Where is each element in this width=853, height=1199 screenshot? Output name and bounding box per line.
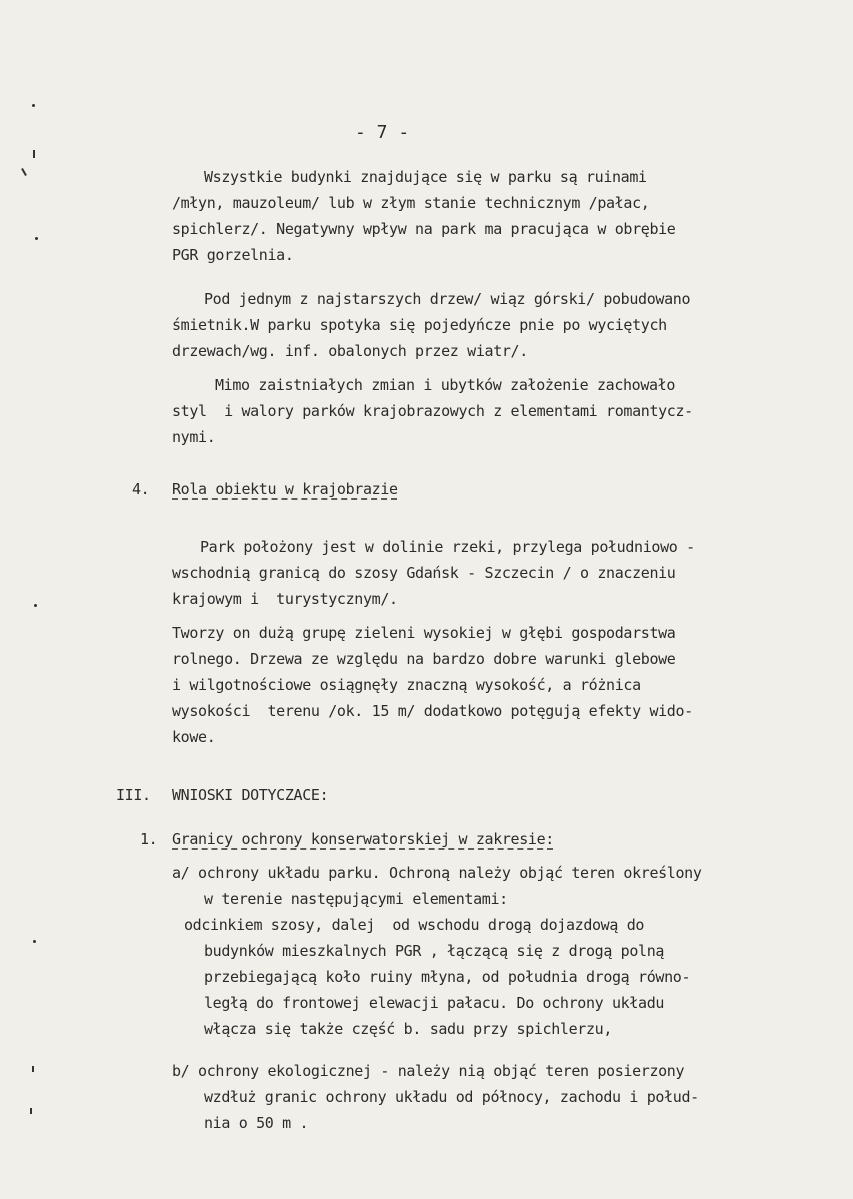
text-line: drzewach/wg. inf. obalonych przez wiatr/.	[172, 342, 528, 360]
section-heading: Rola obiektu w krajobrazie	[172, 480, 398, 498]
text-line: wysokości terenu /ok. 15 m/ dodatkowo potęgują efekty wido-	[172, 702, 693, 720]
text-line: w terenie następującymi elementami:	[204, 890, 508, 908]
section-number: III.	[116, 786, 151, 804]
text-line: nia o 50 m .	[204, 1114, 309, 1132]
text-line: nymi.	[172, 428, 216, 446]
text-line: budynków mieszkalnych PGR , łączącą się z drogą polną	[204, 942, 665, 960]
text-line: styl i walory parków krajobrazowych z elementami romantycz-	[172, 402, 693, 420]
margin-mark	[30, 1108, 32, 1114]
margin-mark	[34, 604, 37, 607]
margin-mark	[33, 940, 36, 943]
text-line: Wszystkie budynki znajdujące się w parku są ruinami	[204, 168, 647, 186]
subsection-number: 1.	[140, 830, 158, 848]
margin-mark	[33, 150, 35, 158]
text-line: włącza się także część b. sadu przy spichlerzu,	[204, 1020, 612, 1038]
text-line: wschodnią granicą do szosy Gdańsk - Szczecin / o znaczeniu	[172, 564, 676, 582]
margin-mark	[32, 104, 35, 107]
text-line: ległą do frontowej elewacji pałacu. Do ochrony układu	[204, 994, 665, 1012]
text-line: Mimo zaistniałych zmian i ubytków założenie zachowało	[215, 376, 676, 394]
margin-mark	[35, 237, 38, 240]
text-line: Pod jednym z najstarszych drzew/ wiąz górski/ pobudowano	[204, 290, 691, 308]
text-line: Tworzy on dużą grupę zieleni wysokiej w głębi gospodarstwa	[172, 624, 676, 642]
text-line: przebiegającą koło ruiny młyna, od południa drogą równo-	[204, 968, 691, 986]
text-line: i wilgotnościowe osiągnęły znaczną wysokość, a różnica	[172, 676, 641, 694]
text-line: PGR gorzelnia.	[172, 246, 294, 264]
text-line: /młyn, mauzoleum/ lub w złym stanie technicznym /pałac,	[172, 194, 650, 212]
text-line: spichlerz/. Negatywny wpływ na park ma pracująca w obrębie	[172, 220, 676, 238]
text-line: b/ ochrony ekologicznej - należy nią objąć teren posierzony	[172, 1062, 685, 1080]
text-line: Park położony jest w dolinie rzeki, przylega południowo -	[200, 538, 695, 556]
text-line: a/ ochrony układu parku. Ochroną należy objąć teren określony	[172, 864, 702, 882]
page-number: - 7 -	[355, 122, 410, 143]
text-line: wzdłuż granic ochrony układu od północy, zachodu i połud-	[204, 1088, 699, 1106]
subsection-heading: Granicy ochrony konserwatorskiej w zakresie:	[172, 830, 554, 848]
section-number: 4.	[132, 480, 150, 498]
text-line: kowe.	[172, 728, 216, 746]
section-heading: WNIOSKI DOTYCZACE:	[172, 786, 329, 804]
text-line: rolnego. Drzewa ze względu na bardzo dobre warunki glebowe	[172, 650, 676, 668]
text-line: śmietnik.W parku spotyka się pojedyńcze pnie po wyciętych	[172, 316, 667, 334]
text-line: krajowym i turystycznym/.	[172, 590, 398, 608]
text-line: odcinkiem szosy, dalej od wschodu drogą dojazdową do	[184, 916, 645, 934]
margin-mark	[32, 1066, 34, 1072]
margin-mark	[21, 168, 27, 176]
